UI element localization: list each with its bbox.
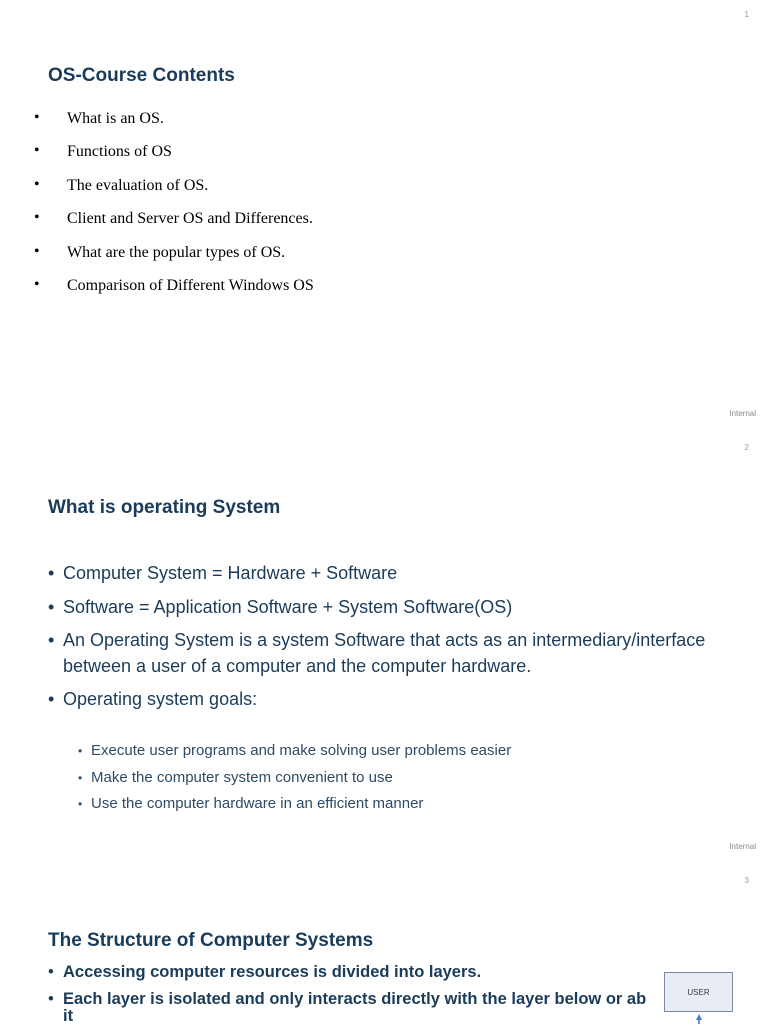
bullet-icon: • bbox=[34, 175, 40, 193]
bullet-icon: • bbox=[34, 275, 40, 293]
list-item: • Operating system goals: bbox=[48, 687, 708, 713]
bullet-icon: • bbox=[34, 209, 40, 227]
page-number: 1 bbox=[744, 10, 749, 19]
bullet-icon: • bbox=[78, 744, 83, 758]
list-item: • Make the computer system convenient to use bbox=[78, 765, 511, 792]
classification-label: Internal bbox=[729, 842, 756, 851]
bullet-icon: • bbox=[34, 109, 40, 126]
bullet-icon: • bbox=[48, 596, 55, 617]
slide-1: 1 OS-Course Contents • What is an OS. • Functions of OS • The evaluation of OS. • Client and Server OS and Differences. • What are the popular types of OS. • Comparison of Different Windows OS Internal bbox=[0, 0, 768, 433]
arrow-up-icon bbox=[693, 1013, 705, 1024]
list-item: • Computer System = Hardware + Software bbox=[48, 561, 708, 587]
page-number: 2 bbox=[744, 443, 749, 452]
bullet-icon: • bbox=[48, 990, 54, 1008]
bullet-icon: • bbox=[34, 142, 40, 160]
list-item: • Accessing computer resources is divided into layers. bbox=[48, 963, 482, 981]
slide-title: The Structure of Computer Systems bbox=[48, 930, 374, 951]
list-item: • Each layer is isolated and only interacts directly with the layer below or ab it bbox=[48, 990, 647, 1025]
list-item: • Software = Application Software + System Software(OS) bbox=[48, 595, 708, 621]
page-number: 3 bbox=[744, 876, 749, 885]
list-item: • Use the computer hardware in an efficient manner bbox=[78, 791, 511, 818]
bullet-icon: • bbox=[48, 689, 55, 709]
slide-title: OS-Course Contents bbox=[48, 65, 235, 86]
bullet-icon: • bbox=[34, 242, 40, 260]
classification-label: Internal bbox=[729, 409, 756, 418]
user-layer-box: USER bbox=[664, 972, 733, 1012]
bullet-icon: • bbox=[78, 770, 83, 785]
bullet-list bbox=[48, 561, 708, 721]
sub-bullet-list bbox=[78, 738, 511, 818]
list-item: • Execute user programs and make solving user problems easier bbox=[78, 738, 511, 765]
bullet-icon: • bbox=[48, 563, 55, 583]
bullet-icon: • bbox=[48, 963, 54, 981]
bullet-icon: • bbox=[78, 797, 83, 812]
list-item: • An Operating System is a system Software that acts as an intermediary/interface between a user of a computer and the computer hardware. bbox=[48, 630, 706, 676]
bullet-list bbox=[48, 964, 658, 1035]
slide-title: What is operating System bbox=[48, 497, 281, 518]
bullet-icon: • bbox=[48, 630, 55, 650]
